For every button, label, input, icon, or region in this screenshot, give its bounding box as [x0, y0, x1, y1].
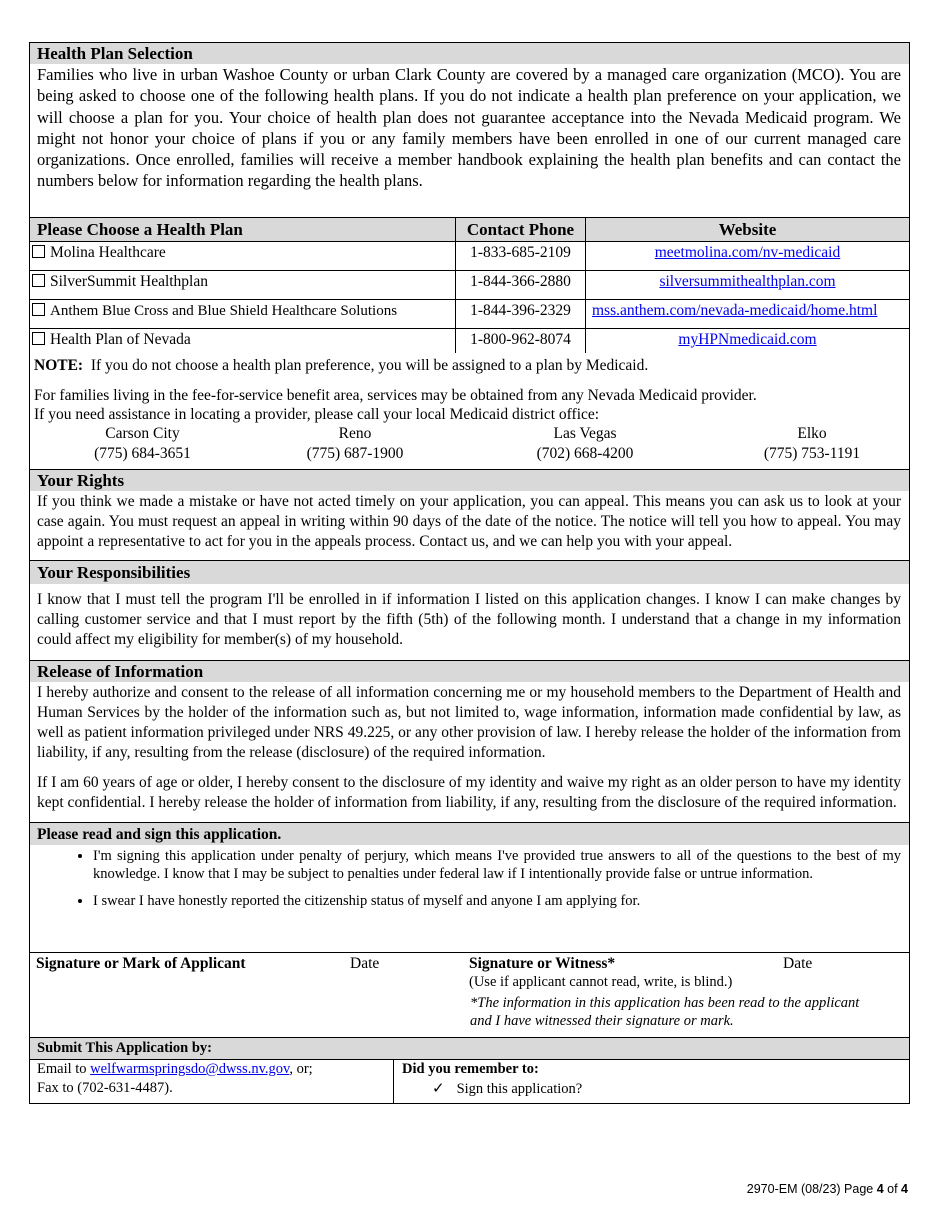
plan-website-link[interactable]: myHPNmedicaid.com	[678, 331, 817, 348]
citizenship-statement: • I swear I have honestly reported the citizenship status of myself and anyone I am applying for.	[93, 892, 901, 910]
plan-name: Health Plan of Nevada	[50, 331, 191, 348]
note-text: If you do not choose a health plan preference, you will be assigned to a plan by Medicaid.	[90, 357, 649, 374]
sign-heading: Please read and sign this application.	[30, 823, 909, 845]
page-total: 4	[901, 1182, 908, 1196]
plan-name: Molina Healthcare	[50, 244, 166, 261]
office-city: Reno	[338, 425, 372, 442]
office-carson-city	[30, 424, 255, 464]
ffs-line-2: If you need assistance in locating a provider, please call your local Medicaid district office:	[34, 406, 600, 423]
plan-website-link[interactable]: silversummithealthplan.com	[659, 273, 836, 290]
plan-website-cell	[586, 242, 909, 271]
email-link[interactable]: welfwarmspringsdo@dwss.nv.gov	[90, 1061, 290, 1077]
ffs-line-1: For families living in the fee-for-service benefit area, services may be obtained from any Nevada Medicaid provider.	[34, 387, 757, 404]
reminder-item-text: Sign this application?	[456, 1081, 583, 1097]
plan-name: Anthem Blue Cross and Blue Shield Healthcare Solutions	[50, 303, 398, 319]
plan-option-silversummit[interactable]	[30, 271, 456, 300]
page-number: 4	[876, 1182, 884, 1196]
signature-area	[30, 953, 909, 1037]
checkbox[interactable]	[32, 245, 45, 258]
plan-website-link[interactable]: mss.anthem.com/nevada-medicaid/home.html	[592, 302, 878, 319]
plan-phone: 1-833-685-2109	[456, 242, 586, 271]
release-of-information-body	[30, 682, 909, 823]
plan-website-cell	[586, 300, 909, 329]
submit-methods	[30, 1060, 394, 1103]
email-suffix: , or;	[289, 1061, 313, 1077]
form-id: 2970-EM (08/23) Page	[746, 1182, 877, 1196]
witness-sub-label: (Use if applicant cannot read, write, is blind.)	[469, 974, 733, 990]
reminder	[394, 1060, 909, 1103]
health-plan-intro: Families who live in urban Washoe County or urban Clark County are covered by a managed care organization (MCO). You are being asked to choose one of the following health plans. If you do not indicate a health plan preference on your application, we will choose a plan for you. Your choice of health plan does not guarantee acceptance into the Nevada Medicaid program. We might not honor your choice of plans if you or any family members have been enrolled in one of our current managed care organizations. Once enrolled, families will receive a member handbook explaining the health plan benefits and can contact the numbers below for information regarding the health plans.	[37, 65, 901, 191]
office-reno	[255, 424, 455, 464]
release-paragraph-2: If I am 60 years of age or older, I hereby consent to the disclosure of my identity and waive my right as an older person to have my identity kept confidential. I hereby release the holder of information from liability, if any, resulting from the disclosure of the required information.	[37, 774, 901, 811]
email-line	[37, 1060, 386, 1079]
applicant-date-label[interactable]: Date	[350, 955, 380, 972]
your-responsibilities-heading: Your Responsibilities	[30, 561, 909, 584]
plan-phone: 1-800-962-8074	[456, 329, 586, 353]
your-rights-body: If you think we made a mistake or have not acted timely on your application, you can appeal. This means you can ask us to look at your case again. You must request an appeal in writing within 90 days of the date of the notice. The notice will tell you how to appeal. You may appoint a representative to act for you in the appeals process. Contact us, and we can help you with your appeal.	[30, 491, 909, 561]
witness-date-label[interactable]: Date	[783, 955, 813, 972]
plan-option-hpn[interactable]	[30, 329, 456, 353]
plan-website-cell	[586, 329, 909, 353]
plan-phone: 1-844-396-2329	[456, 300, 586, 329]
page-footer	[747, 1182, 908, 1196]
your-rights-heading: Your Rights	[30, 470, 909, 491]
office-elko	[715, 424, 909, 464]
perjury-statement: • I'm signing this application under penalty of perjury, which means I've provided true answers to all of the questions to the best of my knowledge. I know that I may be subject to penalties under federal law if I intentionally provide false or untrue information.	[93, 847, 901, 883]
sign-bullets	[30, 847, 909, 953]
note-label: NOTE:	[34, 357, 84, 374]
email-prefix: Email to	[37, 1061, 91, 1077]
reminder-title: Did you remember to:	[402, 1061, 539, 1077]
website-column-header: Website	[586, 217, 909, 242]
application-page	[29, 42, 910, 1104]
submit-section	[30, 1060, 909, 1104]
page-of: of	[883, 1182, 902, 1196]
checkbox[interactable]	[32, 303, 45, 316]
office-phone: (775) 684-3651	[94, 445, 191, 462]
office-phone: (775) 687-1900	[306, 445, 404, 462]
office-phone: (775) 753-1191	[763, 445, 861, 462]
checkmark-icon: ✓	[432, 1079, 445, 1097]
release-of-information-heading: Release of Information	[30, 661, 909, 682]
applicant-signature-label[interactable]: Signature or Mark of Applicant	[36, 955, 246, 972]
submit-heading: Submit This Application by:	[30, 1037, 909, 1060]
checkbox[interactable]	[32, 332, 45, 345]
checkbox[interactable]	[32, 274, 45, 287]
office-phone: (702) 668-4200	[536, 445, 634, 462]
release-paragraph-1: I hereby authorize and consent to the release of all information concerning me or my household members to the Department of Health and Human Services by the holder of the information such as, but not limited to, wage information, information made confidential by law, as well as patient information privileged under NRS 49.225, or any other provision of law. I hereby release the holder of the information from liability, if any, resulting from the release (disclosure) of the required information.	[37, 684, 901, 761]
office-city: Las Vegas	[553, 425, 617, 442]
health-plan-table	[30, 217, 909, 353]
plan-website-link[interactable]: meetmolina.com/nv-medicaid	[654, 244, 841, 261]
fee-for-service-text	[30, 382, 909, 424]
plan-option-anthem[interactable]	[30, 300, 456, 329]
office-city: Elko	[797, 425, 827, 442]
reminder-item	[402, 1079, 901, 1099]
plan-name: SilverSummit Healthplan	[50, 273, 208, 290]
plan-column-header: Please Choose a Health Plan	[30, 217, 456, 242]
witness-note-line-2: and I have witnessed their signature or mark.	[470, 1013, 734, 1029]
plan-phone: 1-844-366-2880	[456, 271, 586, 300]
fax-line: Fax to (702-631-4487).	[37, 1080, 173, 1096]
phone-column-header: Contact Phone	[456, 217, 586, 242]
witness-note-line-1: *The information in this application has been read to the applicant	[470, 995, 860, 1011]
health-plan-selection-heading: Health Plan Selection	[30, 43, 909, 64]
your-responsibilities-body: I know that I must tell the program I'll be enrolled in if information I listed on this application changes. I know I can make changes by calling customer service and that I must report by the fifth (5th) of the following month. I understand that a change in my information could affect my eligibility for member(s) of my household.	[30, 584, 909, 661]
plan-website-cell	[586, 271, 909, 300]
plan-note	[30, 353, 909, 382]
district-offices	[30, 424, 909, 470]
plan-option-molina[interactable]	[30, 242, 456, 271]
witness-signature-label[interactable]: Signature or Witness*	[469, 955, 616, 972]
office-las-vegas	[455, 424, 715, 464]
office-city: Carson City	[105, 425, 180, 442]
